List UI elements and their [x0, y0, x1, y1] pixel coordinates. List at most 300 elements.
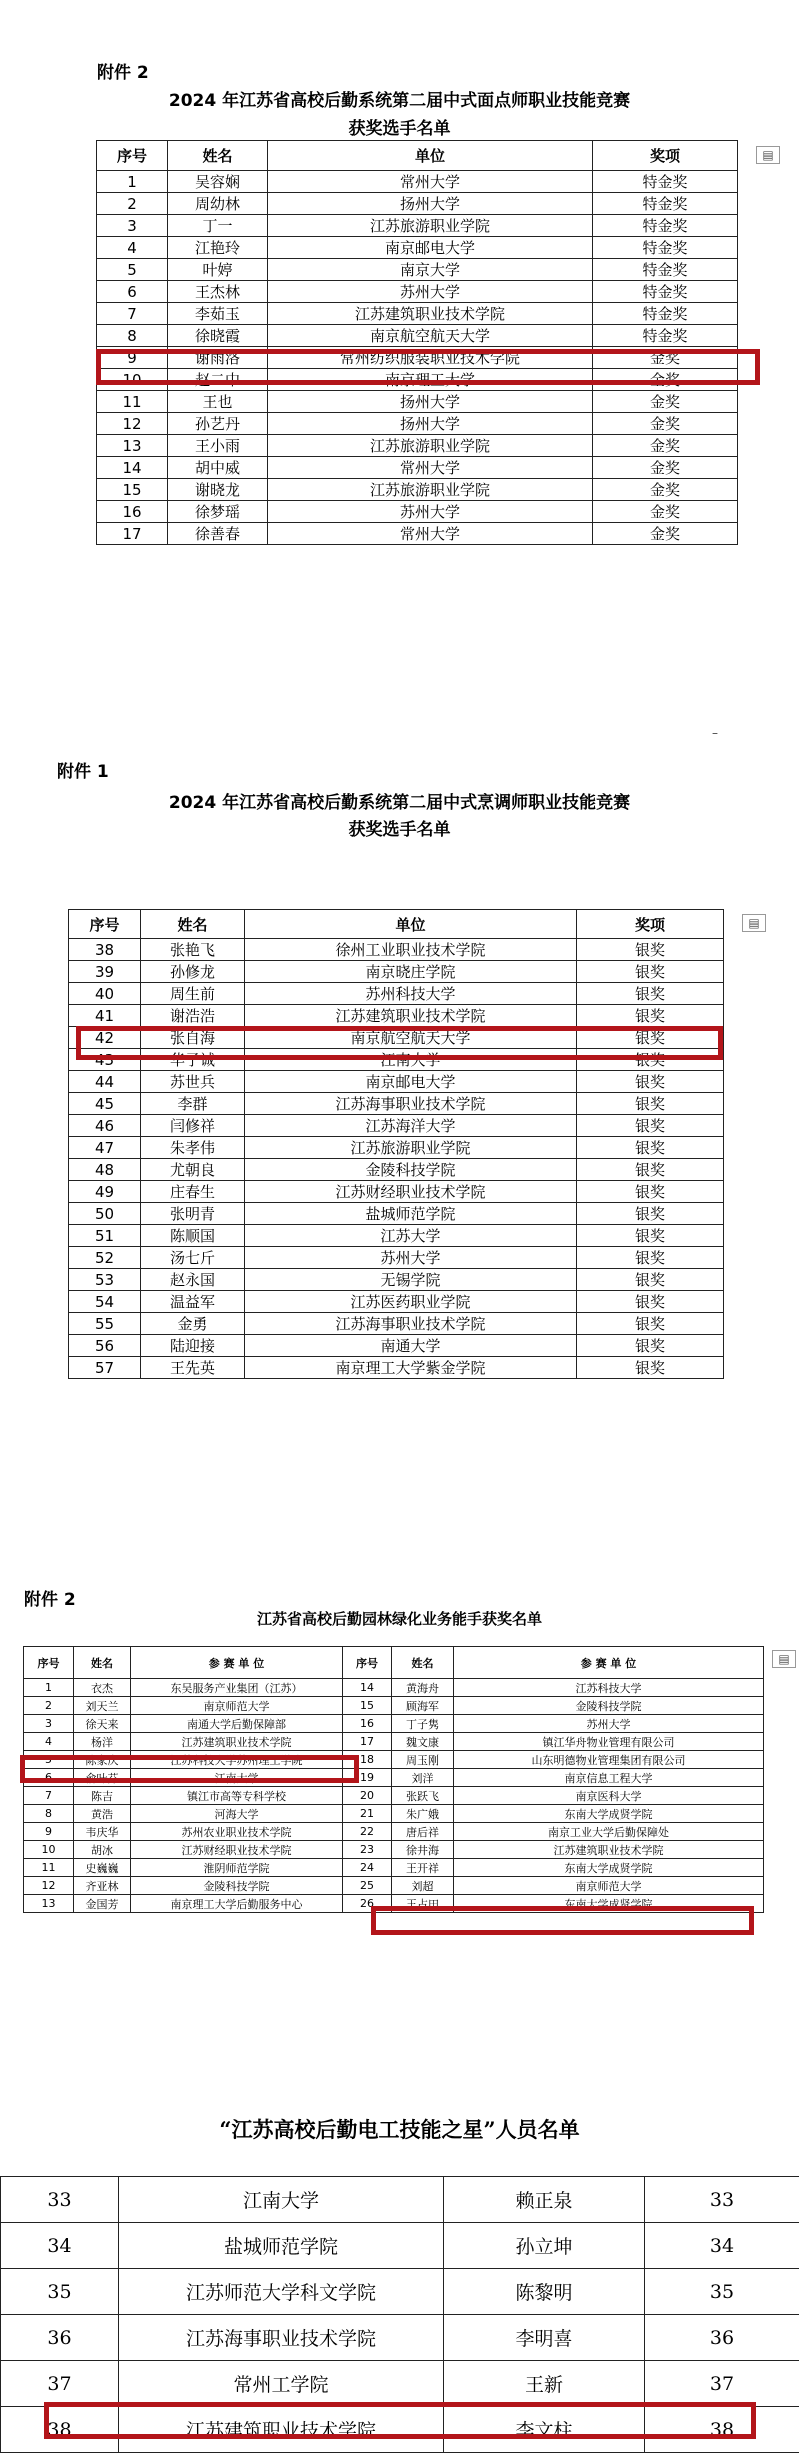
table-cell: 19: [343, 1769, 392, 1787]
table-row: [69, 1291, 724, 1313]
table-cell: 57: [69, 1357, 141, 1379]
table-cell: 10: [97, 369, 168, 391]
table-cell: 徐井海: [392, 1841, 454, 1859]
table-cell: 李茹玉: [168, 303, 268, 325]
section-1-subtitle: 获奖选手名单: [0, 114, 799, 139]
table-row: [24, 1841, 764, 1859]
table-cell: 陆迎接: [141, 1335, 245, 1357]
table-cell: 银奖: [577, 1093, 724, 1115]
table-cell: 35: [645, 2269, 799, 2315]
table-row: [97, 303, 738, 325]
table-cell: 23: [343, 1841, 392, 1859]
table-cell: 17: [97, 523, 168, 545]
table-cell: 苏州大学: [454, 1715, 764, 1733]
table-cell: 银奖: [577, 1269, 724, 1291]
table-cell: 银奖: [577, 1357, 724, 1379]
table-cell: 江苏建筑职业技术学院: [119, 2407, 444, 2453]
table-cell: 34: [645, 2223, 799, 2269]
table-cell: 东南大学成贤学院: [454, 1805, 764, 1823]
table-cell: 20: [343, 1787, 392, 1805]
table-cell: 52: [69, 1247, 141, 1269]
table-row: [1, 2177, 799, 2223]
table-cell: 南京邮电大学: [245, 1071, 577, 1093]
table-row: [69, 1203, 724, 1225]
table-cell: 金奖: [593, 501, 738, 523]
table-cell: 常州大学: [268, 523, 593, 545]
table-cell: 15: [343, 1697, 392, 1715]
table-cell: 苏州农业职业技术学院: [131, 1823, 343, 1841]
table-cell: 银奖: [577, 1313, 724, 1335]
table-cell: 苏州大学: [268, 501, 593, 523]
table-row: [97, 215, 738, 237]
table-cell: 丁子隽: [392, 1715, 454, 1733]
table-row: [69, 1357, 724, 1379]
table-cell: 55: [69, 1313, 141, 1335]
table-row: [24, 1805, 764, 1823]
table-cell: 4: [24, 1733, 74, 1751]
table-cell: 徐天来: [74, 1715, 131, 1733]
table-cell: 孙艺丹: [168, 413, 268, 435]
section-2-subtitle: 获奖选手名单: [0, 815, 799, 840]
table-cell: 8: [24, 1805, 74, 1823]
column-header: 姓名: [392, 1647, 454, 1679]
table-cell: 东南大学成贤学院: [454, 1859, 764, 1877]
table-cell: 银奖: [577, 1137, 724, 1159]
table-cell: 闫修祥: [141, 1115, 245, 1137]
table-cell: 特金奖: [593, 171, 738, 193]
table-cell: 14: [97, 457, 168, 479]
table-cell: 36: [645, 2315, 799, 2361]
table-cell: 金奖: [593, 435, 738, 457]
table-cell: 56: [69, 1335, 141, 1357]
table-cell: 3: [97, 215, 168, 237]
table-row: [97, 325, 738, 347]
table-cell: 南通大学后勤保障部: [131, 1715, 343, 1733]
table-row: [97, 523, 738, 545]
table-cell: 14: [343, 1679, 392, 1697]
section-3-title: 江苏省高校后勤园林绿化业务能手获奖名单: [0, 1608, 799, 1629]
table-cell: 41: [69, 1005, 141, 1027]
table-cell: 24: [343, 1859, 392, 1877]
table-cell: 54: [69, 1291, 141, 1313]
column-header: 参 赛 单 位: [131, 1647, 343, 1679]
table-cell: 赖正泉: [444, 2177, 645, 2223]
table-row: [97, 457, 738, 479]
table-row: [24, 1733, 764, 1751]
table-row: [69, 1071, 724, 1093]
table-cell: 13: [24, 1895, 74, 1913]
table-cell: 徐晓霞: [168, 325, 268, 347]
table-cell: 银奖: [577, 939, 724, 961]
table-cell: 南京晓庄学院: [245, 961, 577, 983]
table-cell: 银奖: [577, 1027, 724, 1049]
table-row: [69, 1313, 724, 1335]
table-row: [97, 237, 738, 259]
table-cell: 王也: [168, 391, 268, 413]
table-cell: 江苏海事职业技术学院: [245, 1093, 577, 1115]
table-cell: 江苏旅游职业学院: [268, 435, 593, 457]
table-cell: 王占田: [392, 1895, 454, 1913]
table-cell: 张明青: [141, 1203, 245, 1225]
column-header: 姓名: [141, 910, 245, 939]
table-cell: 张跃飞: [392, 1787, 454, 1805]
table-cell: 南京医科大学: [454, 1787, 764, 1805]
table-cell: 王开祥: [392, 1859, 454, 1877]
table-row: [97, 259, 738, 281]
table-cell: 38: [69, 939, 141, 961]
table-cell: 南京工业大学后勤保障处: [454, 1823, 764, 1841]
table-cell: 齐亚林: [74, 1877, 131, 1895]
table-cell: 徐善春: [168, 523, 268, 545]
table-cell: 金奖: [593, 457, 738, 479]
column-header: 姓名: [168, 141, 268, 171]
table-cell: 南京理工大学紫金学院: [245, 1357, 577, 1379]
table-cell: 12: [97, 413, 168, 435]
table-cell: 9: [24, 1823, 74, 1841]
table-cell: 特金奖: [593, 237, 738, 259]
table-cell: 河海大学: [131, 1805, 343, 1823]
table-cell: 1: [97, 171, 168, 193]
table-cell: 3: [24, 1715, 74, 1733]
table-cell: 刘洋: [392, 1769, 454, 1787]
table-cell: 金奖: [593, 369, 738, 391]
table-row: [97, 281, 738, 303]
table-cell: 周生前: [141, 983, 245, 1005]
table-cell: 江苏海事职业技术学院: [245, 1313, 577, 1335]
table-cell: 盐城师范学院: [245, 1203, 577, 1225]
column-header: 序号: [69, 910, 141, 939]
table-cell: 杨洋: [74, 1733, 131, 1751]
table-cell: 18: [343, 1751, 392, 1769]
table-row: [24, 1823, 764, 1841]
table-cell: 张艳飞: [141, 939, 245, 961]
table-cell: 苏州大学: [245, 1247, 577, 1269]
table-cell: 13: [97, 435, 168, 457]
table-cell: 刘超: [392, 1877, 454, 1895]
table-cell: 48: [69, 1159, 141, 1181]
table-cell: 5: [97, 259, 168, 281]
table-header-row: [24, 1647, 764, 1679]
table-cell: 庄春生: [141, 1181, 245, 1203]
annex-label-1: 附件 2: [97, 58, 149, 83]
highlight-box: [76, 1026, 723, 1060]
table-cell: 苏世兵: [141, 1071, 245, 1093]
table-header-row: [69, 910, 724, 939]
table-cell: 金陵科技学院: [454, 1697, 764, 1715]
table-cell: 南京理工大学: [268, 369, 593, 391]
column-header: 参 赛 单 位: [454, 1647, 764, 1679]
table-cell: 南京理工大学后勤服务中心: [131, 1895, 343, 1913]
table-cell: 赵永国: [141, 1269, 245, 1291]
table-cell: 5: [24, 1751, 74, 1769]
table-cell: 东南大学成贤学院: [454, 1895, 764, 1913]
table-cell: 常州工学院: [119, 2361, 444, 2407]
table-cell: 常州大学: [268, 457, 593, 479]
table-row: [24, 1859, 764, 1877]
table-row: [69, 939, 724, 961]
table-row: [97, 171, 738, 193]
table-cell: 36: [1, 2315, 119, 2361]
table-cell: 唐后祥: [392, 1823, 454, 1841]
table-cell: 38: [645, 2407, 799, 2453]
section-4-title: “江苏高校后勤电工技能之星”人员名单: [0, 2114, 799, 2144]
table-row: [69, 1005, 724, 1027]
table-cell: 江苏科技大学: [454, 1679, 764, 1697]
table-cell: 常州大学: [268, 171, 593, 193]
dash-mark: –: [712, 726, 718, 740]
table-cell: 金陵科技学院: [245, 1159, 577, 1181]
table-cell: 江苏建筑职业技术学院: [268, 303, 593, 325]
table-row: [97, 435, 738, 457]
table-cell: 赵二中: [168, 369, 268, 391]
table-cell: 50: [69, 1203, 141, 1225]
table-cell: 丁一: [168, 215, 268, 237]
table-cell: 金奖: [593, 391, 738, 413]
table-row: [1, 2315, 799, 2361]
table-row: [24, 1697, 764, 1715]
table-cell: 银奖: [577, 1181, 724, 1203]
table-icon[interactable]: ▤: [742, 914, 766, 932]
table-cell: 7: [97, 303, 168, 325]
column-header: 单位: [245, 910, 577, 939]
table-cell: 金国芳: [74, 1895, 131, 1913]
table-cell: 衣杰: [74, 1679, 131, 1697]
table-row: [69, 1137, 724, 1159]
table-cell: 银奖: [577, 1247, 724, 1269]
table-row: [97, 413, 738, 435]
column-header: 序号: [343, 1647, 392, 1679]
table-cell: 徐梦瑶: [168, 501, 268, 523]
table-row: [69, 1159, 724, 1181]
table-row: [69, 1247, 724, 1269]
table-row: [24, 1679, 764, 1697]
table-cell: 江苏旅游职业学院: [268, 479, 593, 501]
table-cell: 9: [97, 347, 168, 369]
table-cell: 49: [69, 1181, 141, 1203]
table-cell: 李文柱: [444, 2407, 645, 2453]
table-cell: 俞叶芬: [74, 1769, 131, 1787]
table-cell: 李群: [141, 1093, 245, 1115]
table-cell: 东吴服务产业集团（江苏）: [131, 1679, 343, 1697]
table-cell: 1: [24, 1679, 74, 1697]
table-cell: 银奖: [577, 961, 724, 983]
table-cell: 江苏师范大学科文学院: [119, 2269, 444, 2315]
column-header: 序号: [24, 1647, 74, 1679]
table-cell: 银奖: [577, 983, 724, 1005]
table-row: [1, 2223, 799, 2269]
table-cell: 特金奖: [593, 193, 738, 215]
table-row: [69, 1335, 724, 1357]
table-icon[interactable]: ▤: [756, 146, 780, 164]
table-cell: 陈吉: [74, 1787, 131, 1805]
table-cell: 特金奖: [593, 215, 738, 237]
table-cell: 南京大学: [268, 259, 593, 281]
table-cell: 16: [97, 501, 168, 523]
table-cell: 江苏医药职业学院: [245, 1291, 577, 1313]
table-cell: 金奖: [593, 479, 738, 501]
table-row: [69, 961, 724, 983]
table-cell: 银奖: [577, 1115, 724, 1137]
table-cell: 2: [97, 193, 168, 215]
table-cell: 21: [343, 1805, 392, 1823]
table-cell: 江苏财经职业技术学院: [131, 1841, 343, 1859]
table-cell: 魏文康: [392, 1733, 454, 1751]
table-row: [24, 1715, 764, 1733]
table-cell: 谢晓龙: [168, 479, 268, 501]
table-cell: 黄浩: [74, 1805, 131, 1823]
table-cell: 谢浩浩: [141, 1005, 245, 1027]
table-cell: 江南大学: [131, 1769, 343, 1787]
table-cell: 胡冰: [74, 1841, 131, 1859]
column-header: 单位: [268, 141, 593, 171]
table-cell: 42: [69, 1027, 141, 1049]
table-cell: 叶婷: [168, 259, 268, 281]
table-cell: 6: [97, 281, 168, 303]
table-cell: 江艳玲: [168, 237, 268, 259]
table-cell: 温益军: [141, 1291, 245, 1313]
table-cell: 40: [69, 983, 141, 1005]
table-cell: 江苏旅游职业学院: [268, 215, 593, 237]
table-cell: 银奖: [577, 1071, 724, 1093]
table-cell: 南京师范大学: [454, 1877, 764, 1895]
table-cell: 南京邮电大学: [268, 237, 593, 259]
table-cell: 51: [69, 1225, 141, 1247]
table-cell: 淮阴师范学院: [131, 1859, 343, 1877]
cooking-award-table: [68, 909, 724, 1379]
table-row: [1, 2361, 799, 2407]
table-cell: 12: [24, 1877, 74, 1895]
table-cell: 33: [645, 2177, 799, 2223]
table-cell: 2: [24, 1697, 74, 1715]
table-cell: 金奖: [593, 523, 738, 545]
table-cell: 6: [24, 1769, 74, 1787]
table-cell: 李明喜: [444, 2315, 645, 2361]
table-cell: 43: [69, 1049, 141, 1071]
table-cell: 黄海舟: [392, 1679, 454, 1697]
table-cell: 江南大学: [119, 2177, 444, 2223]
table-cell: 金奖: [593, 413, 738, 435]
table-cell: 江苏建筑职业技术学院: [131, 1733, 343, 1751]
table-cell: 特金奖: [593, 303, 738, 325]
table-cell: 扬州大学: [268, 193, 593, 215]
table-row: [1, 2269, 799, 2315]
table-cell: 王新: [444, 2361, 645, 2407]
table-cell: 镇江华舟物业管理有限公司: [454, 1733, 764, 1751]
annex-label-3: 附件 2: [24, 1585, 76, 1610]
table-cell: 镇江市高等专科学校: [131, 1787, 343, 1805]
table-cell: 苏州大学: [268, 281, 593, 303]
table-cell: 22: [343, 1823, 392, 1841]
table-cell: 45: [69, 1093, 141, 1115]
table-cell: 南京信息工程大学: [454, 1769, 764, 1787]
table-row: [97, 501, 738, 523]
table-cell: 银奖: [577, 1225, 724, 1247]
table-cell: 周幼林: [168, 193, 268, 215]
table-cell: 江苏建筑职业技术学院: [454, 1841, 764, 1859]
table-row: [69, 1115, 724, 1137]
table-cell: 银奖: [577, 1335, 724, 1357]
table-row: [69, 1269, 724, 1291]
table-cell: 33: [1, 2177, 119, 2223]
table-cell: 8: [97, 325, 168, 347]
table-row: [24, 1877, 764, 1895]
table-cell: 银奖: [577, 1005, 724, 1027]
table-cell: 顾海军: [392, 1697, 454, 1715]
table-cell: 39: [69, 961, 141, 983]
table-cell: 史巍巍: [74, 1859, 131, 1877]
table-cell: 刘天兰: [74, 1697, 131, 1715]
table-cell: 25: [343, 1877, 392, 1895]
section-1-title: 2024 年江苏省高校后勤系统第二届中式面点师职业技能竞赛: [0, 86, 799, 111]
table-cell: 朱广娥: [392, 1805, 454, 1823]
table-row: [69, 983, 724, 1005]
column-header: 奖项: [577, 910, 724, 939]
table-cell: 汤七斤: [141, 1247, 245, 1269]
table-cell: 11: [97, 391, 168, 413]
table-cell: 朱孝伟: [141, 1137, 245, 1159]
table-cell: 34: [1, 2223, 119, 2269]
table-row: [97, 193, 738, 215]
table-row: [97, 479, 738, 501]
table-cell: 金陵科技学院: [131, 1877, 343, 1895]
column-header: 奖项: [593, 141, 738, 171]
table-cell: 金奖: [593, 347, 738, 369]
table-cell: 陈家庆: [74, 1751, 131, 1769]
table-cell: 38: [1, 2407, 119, 2453]
table-cell: 银奖: [577, 1049, 724, 1071]
table-cell: 16: [343, 1715, 392, 1733]
table-cell: 尤朝良: [141, 1159, 245, 1181]
table-cell: 胡中威: [168, 457, 268, 479]
table-cell: 王小雨: [168, 435, 268, 457]
column-header: 姓名: [74, 1647, 131, 1679]
table-cell: 陈顺国: [141, 1225, 245, 1247]
table-cell: 江苏海洋大学: [245, 1115, 577, 1137]
table-cell: 26: [343, 1895, 392, 1913]
table-cell: 10: [24, 1841, 74, 1859]
table-cell: 南京航空航天大学: [245, 1027, 577, 1049]
table-cell: 江南大学: [245, 1049, 577, 1071]
table-cell: 南京航空航天大学: [268, 325, 593, 347]
table-cell: 53: [69, 1269, 141, 1291]
table-cell: 银奖: [577, 1291, 724, 1313]
table-cell: 华子诚: [141, 1049, 245, 1071]
table-row: [24, 1787, 764, 1805]
column-header: 序号: [97, 141, 168, 171]
table-cell: 常州纺织服装职业技术学院: [268, 347, 593, 369]
table-cell: 山东明德物业管理集团有限公司: [454, 1751, 764, 1769]
table-cell: 徐州工业职业技术学院: [245, 939, 577, 961]
table-cell: 吴容娴: [168, 171, 268, 193]
table-icon[interactable]: ▤: [772, 1650, 796, 1668]
highlight-box: [20, 1755, 359, 1783]
table-cell: 江苏海事职业技术学院: [119, 2315, 444, 2361]
table-cell: 银奖: [577, 1159, 724, 1181]
pastry-award-table: [96, 140, 738, 545]
table-row: [69, 1181, 724, 1203]
highlight-box: [371, 1906, 754, 1935]
highlight-box: [96, 349, 760, 385]
section-2-title: 2024 年江苏省高校后勤系统第二届中式烹调师职业技能竞赛: [0, 788, 799, 813]
table-cell: 47: [69, 1137, 141, 1159]
table-cell: 金勇: [141, 1313, 245, 1335]
table-header-row: [97, 141, 738, 171]
table-cell: 盐城师范学院: [119, 2223, 444, 2269]
table-cell: 王杰林: [168, 281, 268, 303]
table-cell: 南京师范大学: [131, 1697, 343, 1715]
table-cell: 孙立坤: [444, 2223, 645, 2269]
table-cell: 特金奖: [593, 281, 738, 303]
